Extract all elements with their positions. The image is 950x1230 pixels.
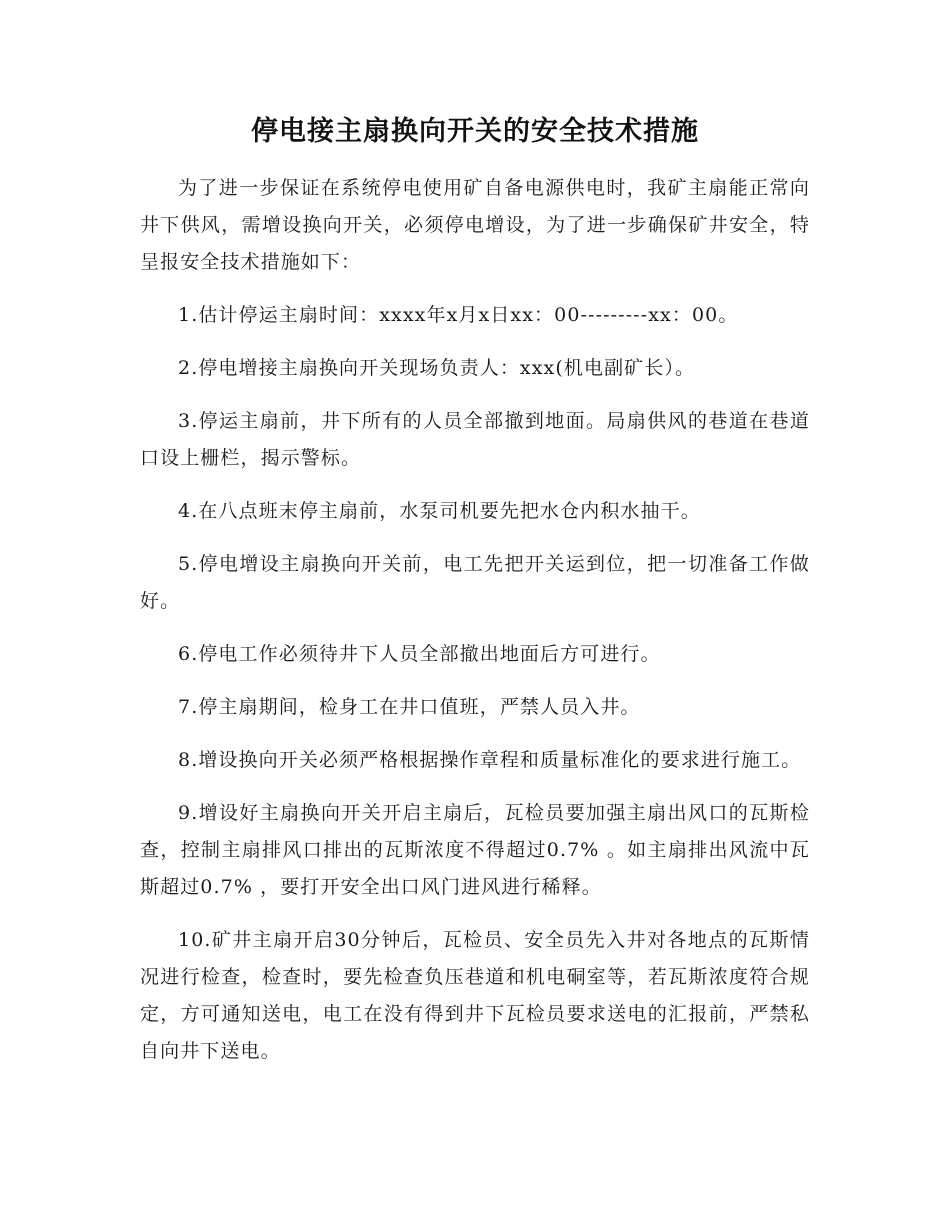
item-9: 9.增设好主扇换向开关开启主扇后，瓦检员要加强主扇出风口的瓦斯检查，控制主扇排风口排出的瓦斯浓度不得超过0.7% 。如主扇排出风流中瓦斯超过0.7% ，要打开安全出口风门进风进行稀释。 [140,802,810,898]
item-2: 2.停电增接主扇换向开关现场负责人：xxx(机电副矿长）。 [178,357,696,379]
item-3: 3.停运主扇前，井下所有的人员全部撤到地面。局扇供风的巷道在巷道口设上栅栏，揭示警标。 [140,410,810,469]
item-4: 4.在八点班末停主扇前，水泵司机要先把水仓内积水抽干。 [178,500,701,522]
intro-paragraph: 为了进一步保证在系统停电使用矿自备电源供电时，我矿主扇能正常向井下供风，需增设换向开关，必须停电增设，为了进一步确保矿井安全，特呈报安全技术措施如下： [140,177,810,273]
document-title: 停电接主扇换向开关的安全技术措施 [251,116,699,147]
item-7: 7.停主扇期间，检身工在井口值班，严禁人员入井。 [178,696,641,718]
item-8: 8.增设换向开关必须严格根据操作章程和质量标准化的要求进行施工。 [178,749,802,771]
item-6: 6.停电工作必须待井下人员全部撤出地面后方可进行。 [178,643,661,665]
item-5: 5.停电增设主扇换向开关前，电工先把开关运到位，把一切准备工作做好。 [140,553,810,612]
item-10: 10.矿井主扇开启30分钟后，瓦检员、安全员先入井对各地点的瓦斯情况进行检查，检查时，要先检查负压巷道和机电硐室等，若瓦斯浓度符合规定，方可通知送电，电工在没有得到井下瓦检员要求送电的汇报前，严禁私自向井下送电。 [140,929,810,1062]
item-1: 1.估计停运主扇时间：xxxx年x月x日xx：00---------xx：00。 [178,304,739,326]
